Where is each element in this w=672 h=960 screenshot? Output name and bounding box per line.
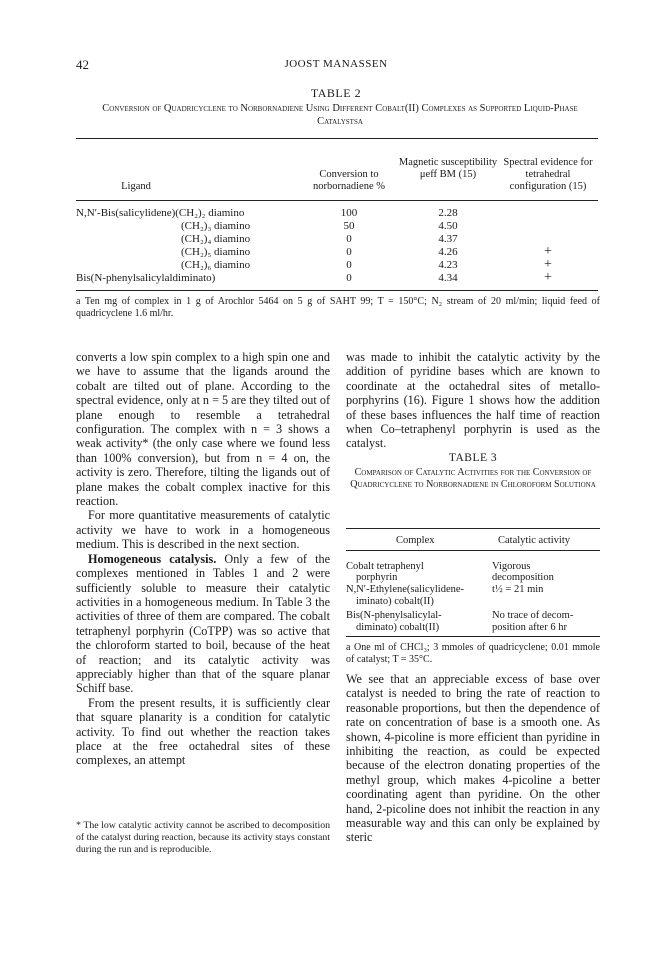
table3-header-activity: Catalytic activity bbox=[498, 535, 571, 546]
conversion-cell: 0 bbox=[346, 259, 352, 271]
magnetic-cell: 2.28 bbox=[438, 207, 458, 219]
table-row bbox=[76, 246, 598, 258]
table-row bbox=[76, 207, 598, 219]
table2-header-spectral: Spectral evidence for tetrahedral configuration (15) bbox=[503, 157, 593, 192]
left-paragraph-4: From the present results, it is sufficiently clear that square planarity is a condition for catalytic activity. To find out whether the reaction takes place at the free octahedral sites of these complexes, an attempt bbox=[76, 695, 330, 768]
conversion-cell: 0 bbox=[346, 233, 352, 245]
table3-footnote: a One ml of CHCl₃; 3 mmoles of quadricyclene; 0.01 mmole of catalyst; T = 35°C. bbox=[346, 642, 600, 665]
left-paragraph-2: For more quantitative measurements of catalytic activity we have to work in a homogeneous medium. This is described in the next section. bbox=[76, 508, 330, 552]
table3-complex-3b: diminato) cobalt(II) bbox=[356, 622, 440, 633]
magnetic-cell: 4.50 bbox=[438, 220, 458, 232]
table2-header-conversion: Conversion to norbornadiene % bbox=[312, 169, 385, 192]
ligand-cell: Bis(N-phenylsalicylaldiminato) bbox=[76, 272, 216, 284]
table-row bbox=[76, 233, 598, 245]
table-row bbox=[76, 272, 598, 284]
table2-header-ligand: Ligand bbox=[121, 181, 151, 192]
left-column bbox=[76, 350, 330, 768]
table3-complex-1a: Cobalt tetraphenyl bbox=[346, 561, 424, 572]
table2-caption: Conversion of Quadricyclene to Norbornadiene Using Different Cobalt(II) Complexes as Supported Liquid-Phase Catalystsa bbox=[102, 103, 578, 127]
conversion-cell: 0 bbox=[346, 272, 352, 284]
spectral-cell: + bbox=[544, 270, 552, 285]
left-paragraph-3-text: Only a few of the complexes mentioned in Tables 1 and 2 were sufficiently soluble to measure their catalytic activities in a homogeneous medium. In Table 3 the activities of three of them are compared. The cobalt tetraphenyl porphyrin (CoTPP) was so active that the chloroform started to boil, because of the heat of reaction; and its catalytic activity was appreciably higher than that of the square planar Schiff base. bbox=[76, 551, 330, 696]
left-footnote: * The low catalytic activity cannot be ascribed to decomposition of the catalyst during reaction, because its activity stays constant during the run and is reproducible. bbox=[76, 820, 330, 855]
table3-activity-3b: position after 6 hr bbox=[492, 622, 567, 633]
left-paragraph-3 bbox=[76, 552, 330, 696]
ligand-cell: (CH₂)₅ diamino bbox=[181, 246, 251, 258]
table-row bbox=[76, 259, 598, 271]
section-heading: Homogeneous catalysis. bbox=[88, 551, 217, 566]
table3-header-rule bbox=[346, 550, 600, 551]
magnetic-cell: 4.37 bbox=[438, 233, 458, 245]
spectral-cell: + bbox=[544, 257, 552, 272]
magnetic-cell: 4.26 bbox=[438, 246, 458, 258]
magnetic-cell: 4.34 bbox=[438, 272, 458, 284]
table2-footnote: a Ten mg of complex in 1 g of Arochlor 5464 on 5 g of SAHT 99; T = 150°C; N₂ stream of 20 ml/min; liquid feed of quadricyclene 1.6 ml/hr. bbox=[76, 296, 600, 319]
table3-activity-1a: Vigorous bbox=[492, 561, 531, 572]
table2-title: TABLE 2 bbox=[310, 86, 362, 100]
conversion-cell: 50 bbox=[343, 220, 355, 232]
right-paragraph-2: We see that an appreciable excess of base over catalyst is needed to bring the rate of reaction to reasonable proportions, but then the dependence of rate on concentration of base is a smooth one. As shown, 4-picoline is more efficient than pyridine in inhibiting the reaction, as could be expected because of the electron donating properties of the methyl group, which makes 4-picoline a better coordinating agent than pyridine. On the other hand, 2-picoline does not inhibit the reaction in any measurable way and this can only be explained by steric bbox=[346, 672, 600, 845]
conversion-cell: 100 bbox=[340, 207, 358, 219]
table2-header-magnetic: Magnetic susceptibility μeff BM (15) bbox=[398, 157, 498, 180]
table3-complex-3a: Bis(N-phenylsalicylal- bbox=[346, 610, 442, 621]
table3-complex-1b: porphyrin bbox=[356, 572, 398, 583]
table-row bbox=[76, 220, 598, 232]
table3-activity-1b: decomposition bbox=[492, 572, 554, 583]
table3-top-rule bbox=[346, 528, 600, 529]
ligand-cell: (CH₂)₄ diamino bbox=[181, 233, 251, 245]
table3-header-complex: Complex bbox=[396, 535, 435, 546]
right-column-top bbox=[346, 350, 600, 451]
ligand-cell: N,N′-Bis(salicylidene)(CH₂)₂ diamino bbox=[76, 207, 245, 219]
table3-bottom-rule bbox=[346, 636, 600, 637]
table3-activity-3a: No trace of decom- bbox=[492, 610, 574, 621]
spectral-cell: + bbox=[544, 244, 552, 259]
right-paragraph-1: was made to inhibit the catalytic activity by the addition of pyridine bases which are known to coordinate at the octahedral sites of metallo-porphyrins (16). Figure 1 shows how the addition of these bases influences the half time of reaction when Co–tetraphenyl porphyrin is used as the catalyst. bbox=[346, 350, 600, 451]
table2-top-rule bbox=[76, 138, 598, 139]
table3-activity-2a: t½ = 21 min bbox=[492, 584, 544, 595]
table3-complex-2b: iminato) cobalt(II) bbox=[356, 596, 434, 607]
running-head: JOOST MANASSEN bbox=[284, 58, 388, 70]
table2-header-rule bbox=[76, 200, 598, 201]
ligand-cell: (CH₂)₆ diamino bbox=[181, 259, 251, 271]
conversion-cell: 0 bbox=[346, 246, 352, 258]
ligand-cell: (CH₂)₃ diamino bbox=[181, 220, 251, 232]
table2-bottom-rule bbox=[76, 290, 598, 291]
right-column-bottom bbox=[346, 672, 600, 845]
magnetic-cell: 4.23 bbox=[438, 259, 458, 271]
table3-caption: Comparison of Catalytic Activities for the Conversion of Quadricyclene to Norbornadiene in Chloroform Solutiona bbox=[350, 467, 596, 490]
table3-complex-2a: N,N′-Ethylene(salicylidene- bbox=[346, 584, 465, 595]
page-number: 42 bbox=[76, 57, 89, 72]
table3-title: TABLE 3 bbox=[448, 452, 498, 464]
left-paragraph-1: converts a low spin complex to a high spin one and we have to assume that the ligands around the cobalt are tilted out of plane. According to the spectral evidence, only at n = 5 are they tilted out of plane enough to resemble a tetrahedral configuration. The complex with n = 3 shows a weak activity* (the only case where we found less than 100% conversion), but from n = 4 on, the activity is zero. Therefore, tilting the ligands out of plane makes the cobalt complex inactive for this reaction. bbox=[76, 350, 330, 509]
